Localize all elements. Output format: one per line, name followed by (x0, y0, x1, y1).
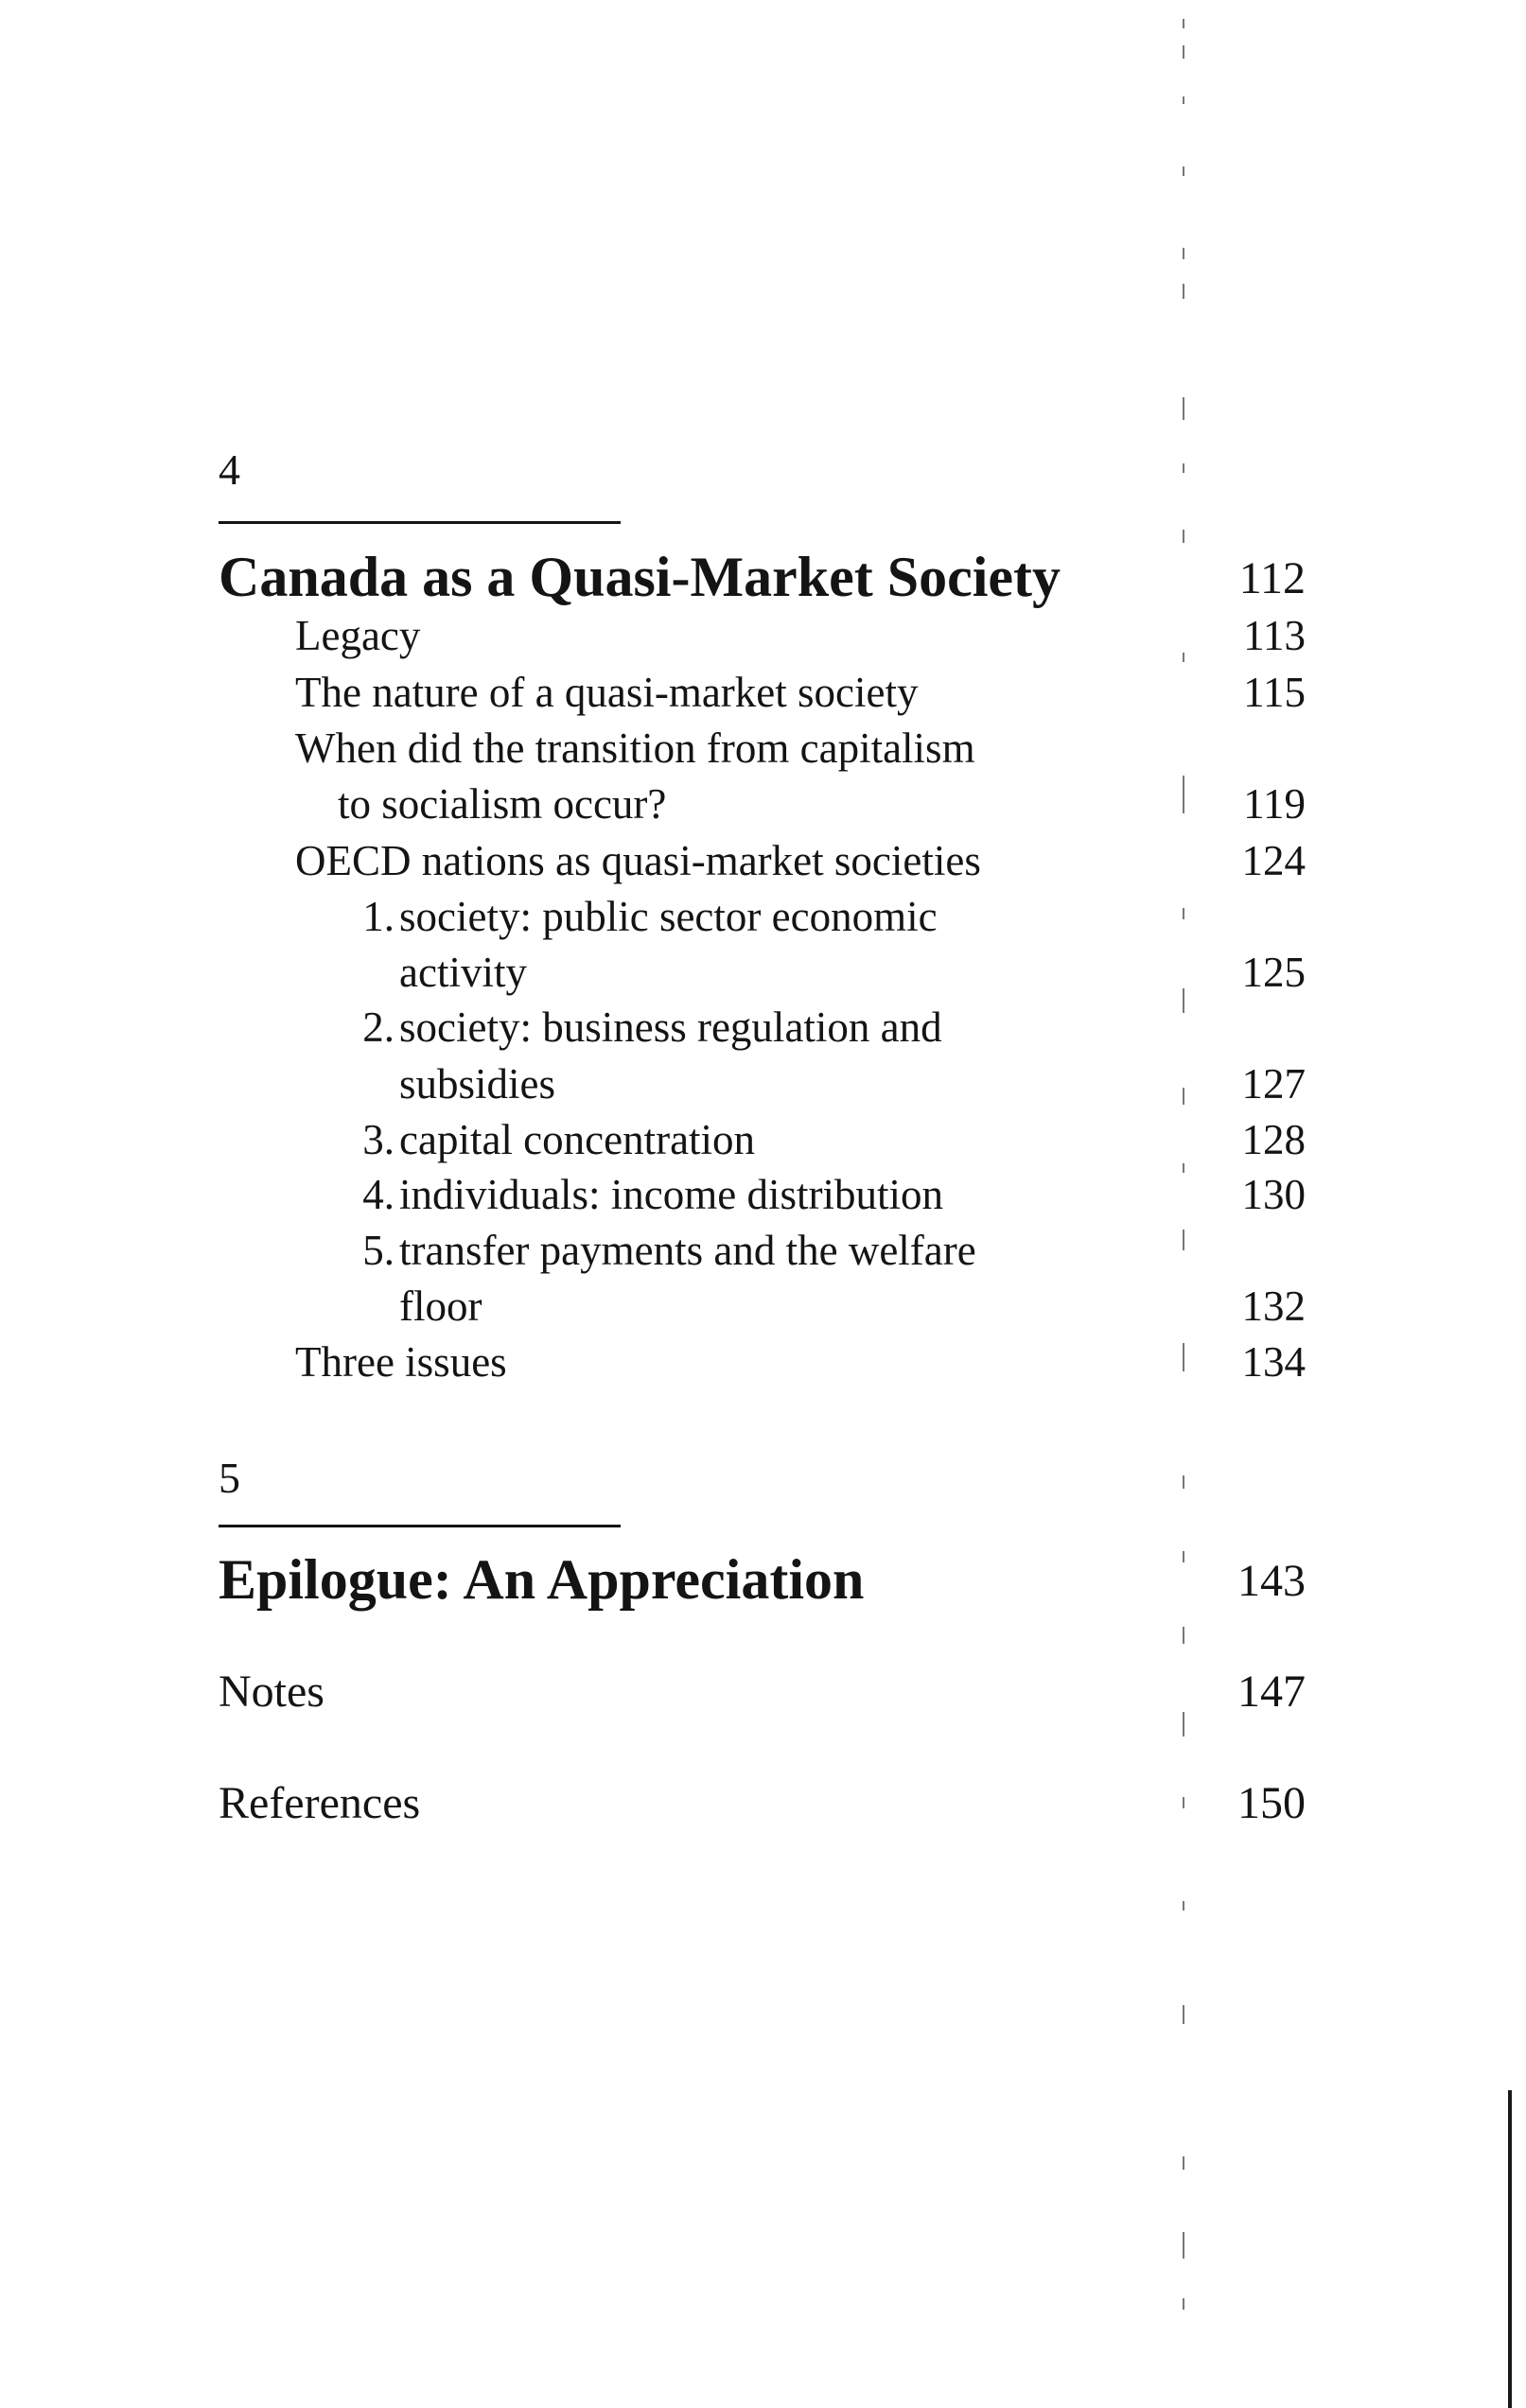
chapter-4-rule (219, 521, 621, 524)
toc-sub-4-number: 4. (362, 1171, 395, 1218)
chapter-4-number: 4 (219, 445, 240, 494)
toc-page-nature: 115 (1243, 669, 1306, 716)
toc-entry-references: References (219, 1778, 421, 1828)
toc-entry-nature: The nature of a quasi-market society (295, 669, 919, 716)
chapter-4-title: Canada as a Quasi-Market Society (219, 546, 1061, 608)
toc-sub-1-page: 125 (1241, 949, 1306, 996)
chapter-5-page: 143 (1237, 1556, 1306, 1606)
chapter-5-title: Epilogue: An Appreciation (219, 1548, 865, 1611)
toc-sub-1-text-cont: activity (399, 949, 527, 996)
toc-entry-notes: Notes (219, 1666, 324, 1717)
toc-page-oecd: 124 (1241, 837, 1306, 884)
toc-sub-4-page: 130 (1241, 1171, 1306, 1218)
toc-sub-5-text-cont: floor (399, 1283, 482, 1330)
toc-sub-3-number: 3. (362, 1116, 395, 1163)
toc-page-references: 150 (1237, 1778, 1306, 1828)
toc-entry-oecd: OECD nations as quasi-market societies (295, 837, 981, 884)
chapter-5-rule (219, 1525, 621, 1527)
toc-sub-1-number: 1. (362, 893, 395, 940)
toc-page-legacy: 113 (1243, 612, 1306, 659)
page-edge-shadow (1508, 2090, 1512, 2408)
toc-page-notes: 147 (1237, 1666, 1306, 1717)
chapter-4-page: 112 (1238, 553, 1306, 603)
binding-gutter-speckle (1183, 0, 1190, 2408)
toc-sub-1-text: society: public sector economic (399, 893, 938, 940)
chapter-5-number: 5 (219, 1454, 240, 1502)
toc-entry-legacy: Legacy (295, 612, 421, 659)
toc-entry-transition: When did the transition from capitalism (295, 724, 975, 772)
toc-sub-4-text: individuals: income distribution (399, 1171, 943, 1218)
toc-sub-2-page: 127 (1241, 1060, 1306, 1108)
toc-entry-three-issues: Three issues (295, 1338, 507, 1386)
toc-sub-2-text: society: business regulation and (399, 1003, 942, 1051)
toc-sub-5-number: 5. (362, 1227, 395, 1274)
toc-page-three-issues: 134 (1241, 1338, 1306, 1386)
toc-sub-5-text: transfer payments and the welfare (399, 1227, 976, 1274)
toc-sub-2-text-cont: subsidies (399, 1060, 556, 1108)
toc-sub-5-page: 132 (1241, 1283, 1306, 1330)
toc-sub-3-page: 128 (1241, 1116, 1306, 1163)
toc-entry-transition-cont: to socialism occur? (338, 780, 667, 828)
toc-page-transition: 119 (1243, 780, 1306, 828)
toc-sub-3-text: capital concentration (399, 1116, 756, 1163)
toc-sub-2-number: 2. (362, 1003, 395, 1051)
